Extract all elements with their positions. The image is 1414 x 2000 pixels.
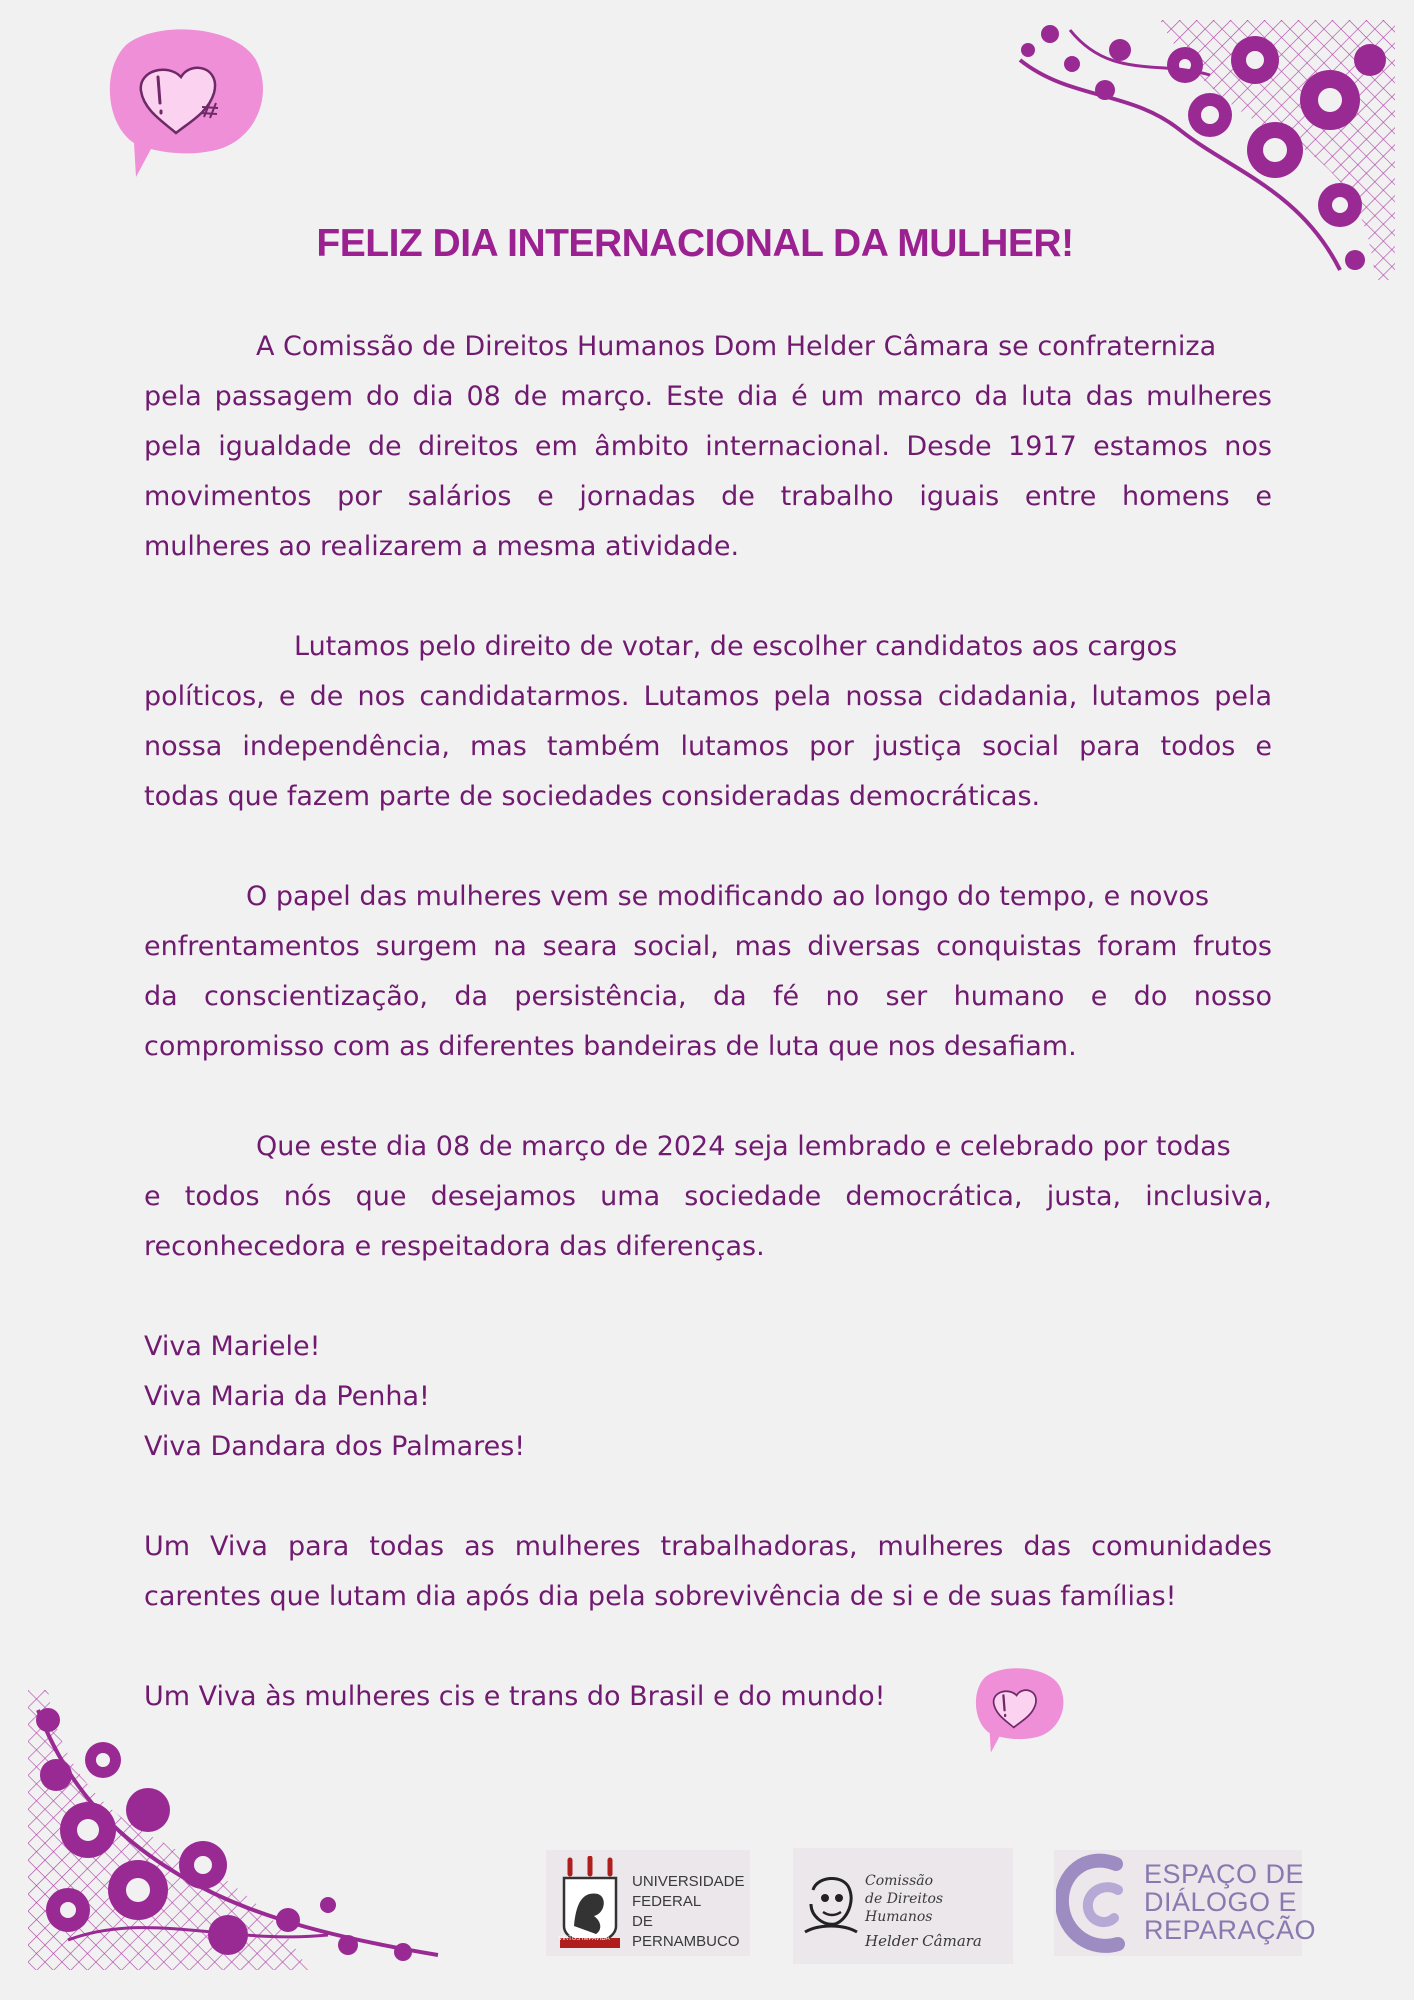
- paragraph-3: [144, 872, 1272, 1072]
- text-line: A Comissão de Direitos Humanos Dom Helder Câmara se confraterniza: [256, 331, 1217, 362]
- paragraph-2: [144, 622, 1272, 822]
- ufpe-seal-motto: VIRTUS IMPAVIDA: [558, 1936, 610, 1942]
- logo-text-line: DIÁLOGO E: [1144, 1887, 1298, 1917]
- text-line: pela passagem do dia 08 de março. Este dia é um marco da luta das mulheres: [144, 381, 1272, 412]
- edr-name: [1144, 1860, 1316, 1944]
- text-line: mulheres ao realizarem a mesma atividade.: [144, 531, 740, 562]
- logo-text-line: FEDERAL: [632, 1893, 702, 1910]
- closing-paragraph: [144, 1522, 1272, 1622]
- ufpe-logo: [546, 1850, 750, 1956]
- edr-logo: [1054, 1850, 1317, 1956]
- heart-speech-bubble-icon: [96, 25, 271, 180]
- viva-line: Viva Dandara dos Palmares!: [144, 1431, 526, 1462]
- logo-text-line: UNIVERSIDADE: [632, 1873, 745, 1890]
- text-line: e todos nós que desejamos uma sociedade democrática, justa, inclusiva,: [144, 1181, 1272, 1212]
- logo-text-line: Helder Câmara: [865, 1932, 982, 1950]
- text-line: movimentos por salários e jornadas de trabalho iguais entre homens e: [144, 481, 1272, 512]
- text-line: Um Viva para todas as mulheres trabalhadoras, mulheres das comunidades: [144, 1531, 1272, 1562]
- ufpe-name: [632, 1872, 750, 1952]
- portrait-sketch-icon: [799, 1870, 863, 1940]
- logo-text-line: DE PERNAMBUCO: [632, 1913, 740, 1950]
- text-line: Que este dia 08 de março de 2024 seja lembrado e celebrado por todas: [256, 1131, 1231, 1162]
- text-line: da conscientização, da persistência, da fé no ser humano e do nosso: [144, 981, 1272, 1012]
- heart-speech-bubble-icon: [968, 1664, 1068, 1756]
- spiral-logo-icon: [1056, 1852, 1140, 1954]
- text-line: O papel das mulheres vem se modificando ao longo do tempo, e novos: [246, 881, 1210, 912]
- closing-line: Um Viva às mulheres cis e trans do Brasil e do mundo!: [144, 1681, 886, 1712]
- cdh-logo: [793, 1848, 1013, 1964]
- text-line: reconhecedora e respeitadora das diferenças.: [144, 1231, 765, 1262]
- viva-line: Viva Mariele!: [144, 1331, 321, 1362]
- viva-line: Viva Maria da Penha!: [144, 1381, 430, 1412]
- text-line: todas que fazem parte de sociedades consideradas democráticas.: [144, 781, 1041, 812]
- text-line: Lutamos pelo direito de votar, de escolher candidatos aos cargos: [294, 631, 1178, 662]
- text-line: compromisso com as diferentes bandeiras de luta que nos desafiam.: [144, 1031, 1077, 1062]
- paragraph-1: [144, 322, 1272, 572]
- cdh-name: [865, 1872, 1013, 1950]
- logo-text-line: ESPAÇO DE: [1144, 1859, 1305, 1889]
- text-line: pela igualdade de direitos em âmbito internacional. Desde 1917 estamos nos: [144, 431, 1272, 462]
- page-title: FELIZ DIA INTERNACIONAL DA MULHER!: [316, 222, 1074, 265]
- logo-text-line: REPARAÇÃO: [1144, 1915, 1317, 1945]
- text-line: políticos, e de nos candidatarmos. Lutamos pela nossa cidadania, lutamos pela: [144, 681, 1272, 712]
- logo-text-line: de Direitos Humanos: [865, 1891, 944, 1925]
- text-line: enfrentamentos surgem na seara social, mas diversas conquistas foram frutos: [144, 931, 1272, 962]
- logo-text-line: Comissão: [865, 1873, 934, 1889]
- text-line: nossa independência, mas também lutamos por justiça social para todos e: [144, 731, 1272, 762]
- text-line: carentes que lutam dia após dia pela sobrevivência de si e de suas famílias!: [144, 1581, 1177, 1612]
- paragraph-4: [144, 1122, 1272, 1272]
- lace-flower-corner: [28, 1690, 448, 1970]
